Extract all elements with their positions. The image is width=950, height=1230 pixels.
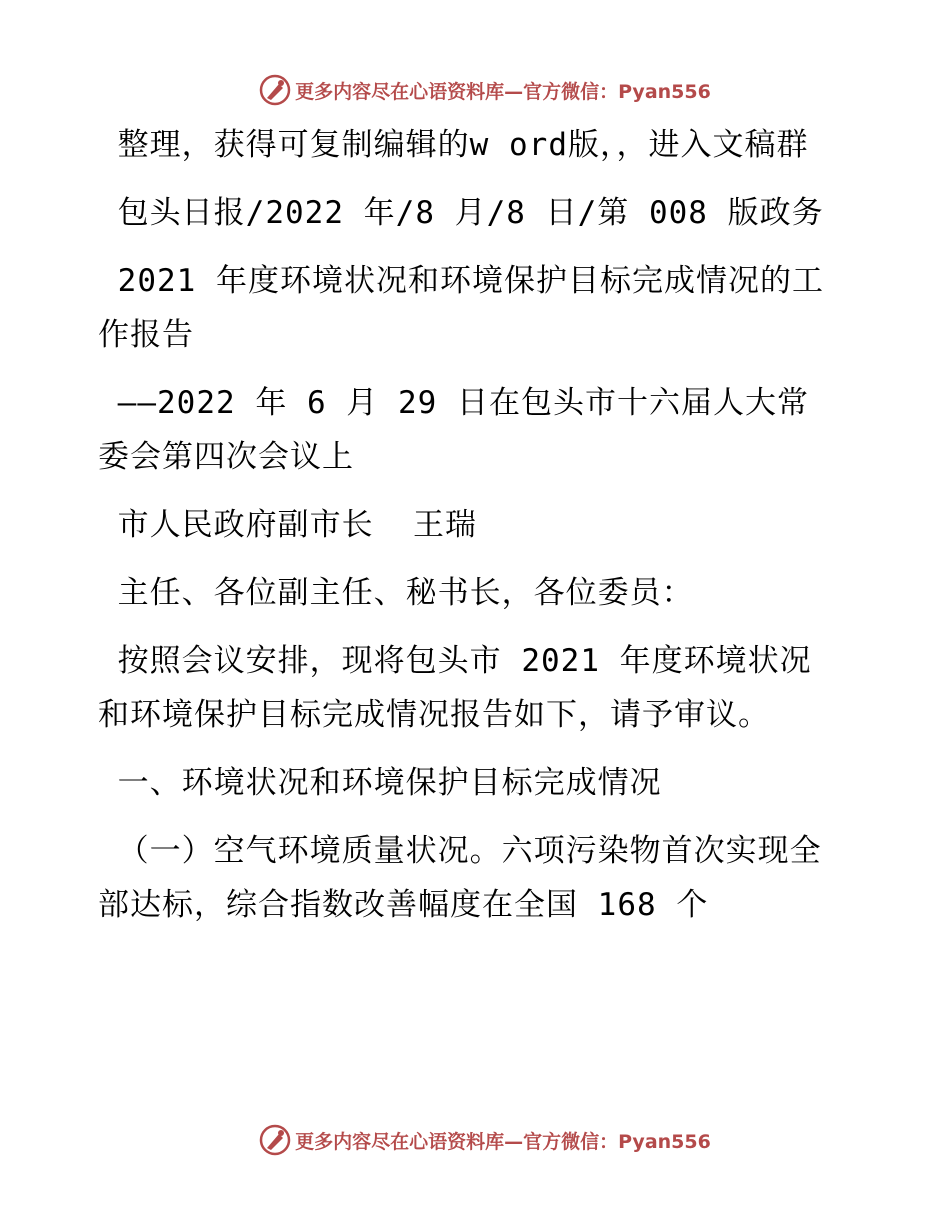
watermark-text: 更多内容尽在心语资料库—官方微信：Pyan556 — [295, 80, 711, 103]
paragraph-source: 包头日报/2022 年/8 月/8 日/第 008 版政务 — [98, 195, 824, 231]
pen-circle-icon — [259, 1124, 291, 1156]
report-subtitle: ——2022 年 6 月 29 日在包头市十六届人大常委会第四次会议上 — [98, 385, 809, 475]
paragraph-intro: 整理，获得可复制编辑的w ord版，，进入文稿群 — [98, 127, 809, 163]
watermark-group — [259, 1124, 711, 1156]
salutation: 主任、各位副主任、秘书长，各位委员： — [98, 575, 694, 611]
paragraph-air-quality: （一）空气环境质量状况。六项污染物首次实现全部达标，综合指数改善幅度在全国 168 个 — [98, 833, 822, 923]
footer-watermark — [0, 1120, 950, 1160]
document-body — [98, 118, 838, 946]
report-author: 市人民政府副市长 王瑞 — [98, 507, 477, 543]
watermark-text: 更多内容尽在心语资料库—官方微信：Pyan556 — [295, 1130, 711, 1153]
section-heading: 一、环境状况和环境保护目标完成情况 — [98, 765, 662, 801]
pen-circle-icon — [259, 74, 291, 106]
watermark-group — [259, 74, 711, 106]
report-title: 2021 年度环境状况和环境保护目标完成情况的工作报告 — [98, 263, 824, 353]
header-watermark — [0, 70, 950, 110]
paragraph-opening: 按照会议安排，现将包头市 2021 年度环境状况和环境保护目标完成情况报告如下，请予审议。 — [98, 643, 812, 733]
